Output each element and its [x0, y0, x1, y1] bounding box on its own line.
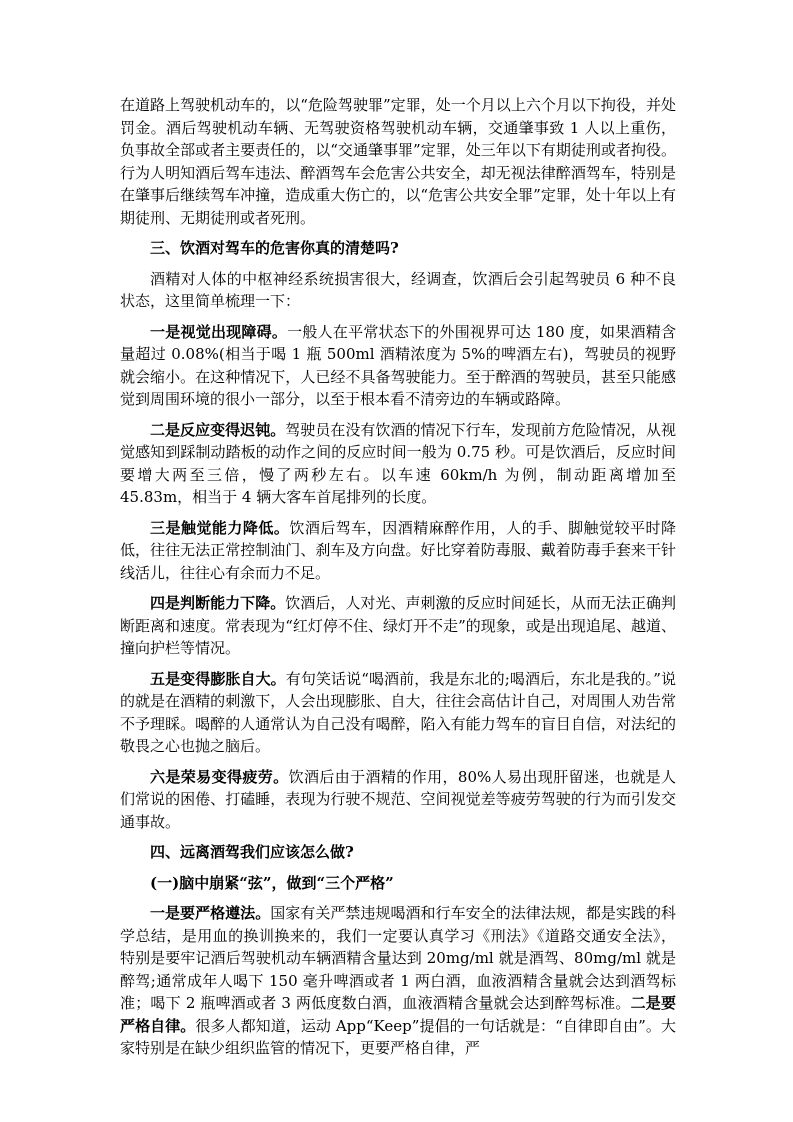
paragraph-lead: 六是荣易变得疲劳。: [150, 767, 289, 786]
paragraph-intro: [120, 268, 676, 313]
paragraph-lead: 二是反应变得迟钝。: [150, 420, 286, 439]
paragraph-vision: [120, 321, 676, 411]
paragraph-text: 饮酒后，人对光、声刺激的反应时间延长，从而无法正确判断距离和速度。常表现为“红灯停不住、绿灯开不走”的现象，或是出现追尾、越道、撞向护栏等情况。: [120, 594, 676, 657]
paragraph-text-2: 很多人都知道，运动 App“Keep”提倡的一句话就是：“自律即自由”。大家特别是在缺少组织监管的情况下，更要严格自律，严: [120, 1016, 676, 1057]
paragraph-lead: 四是判断能力下降。: [150, 594, 286, 612]
paragraph-lead: 一是视觉出现障碍。: [150, 322, 288, 341]
paragraph-text: 酒精对人体的中枢神经系统损害很大，经调查，饮酒后会引起驾驶员 6 种不良状态，这里简单梳理一下：: [120, 269, 676, 310]
paragraph-text: 一般人在平常状态下的外围视界可达 180 度，如果酒精含量超过 0.08%(相当于喝 1 瓶 500ml 酒精浓度为 5%的啤酒左右)，驾驶员的视野就会缩小。在这种情况下，人已经不具备驾驶能力。至于醉酒的驾驶员，甚至只能感觉到周围环境的很小一部分，以至于根本看不清旁边的车辆或路障。: [120, 322, 676, 408]
paragraph-lead: 五是变得膨胀自大。: [150, 669, 286, 688]
subsection-heading-1: (一)脑中崩紧“弦”，做到“三个严格”: [150, 873, 394, 892]
paragraph-judgment: [120, 592, 676, 660]
paragraph-fatigue: [120, 766, 676, 834]
section-heading-3: 三、饮酒对驾车的危害你真的清楚吗?: [150, 239, 399, 257]
paragraph-lead-2: 二是要严格自律。: [120, 994, 676, 1035]
paragraph-text: 在道路上驾驶机动车的，以“危险驾驶罪”定罪，处一个月以上六个月以下拘役，并处罚金。酒后驾驶机动车辆、无驾驶资格驾驶机动车辆，交通肇事致 1 人以上重伤，负事故全部或者主要责任的，以“交通肇事罪”定罪，处三年以下有期徒刑或者拘役。行为人明知酒后驾车违法、醉酒驾车会危害公共安全，却无视法律醉酒驾车，特别是在肇事后继续驾车冲撞，造成重大伤亡的，以“危害公共安全罪”定罪，处十年以上有期徒刑、无期徒刑或者死刑。: [120, 96, 676, 227]
paragraph-lead: 三是触觉能力降低。: [150, 518, 290, 537]
paragraph-penalties: [120, 94, 676, 229]
paragraph-lead: 一是要严格遵法。: [150, 904, 271, 922]
paragraph-reaction: [120, 419, 676, 509]
paragraph-obey-law: [120, 902, 676, 1060]
paragraph-touch: [120, 517, 676, 585]
paragraph-arrogance: [120, 668, 676, 758]
document-page: [120, 94, 676, 1068]
paragraph-text: 驾驶员在没有饮酒的情况下行车，发现前方危险情况，从视觉感知到踩制动踏板的动作之间的反应时间一般为 0.75 秒。可是饮酒后，反应时间要增大两至三倍，慢了两秒左右。以车速 60km/h 为例，制动距离增加至 45.83m，相当于 4 辆大客车首尾排列的长度。: [120, 420, 676, 506]
paragraph-text: 有句笑话说“喝酒前，我是东北的;喝酒后，东北是我的。”说的就是在酒精的刺激下，人会出现膨胀、自大，往往会高估计自己，对周围人劝告常不予理睬。喝醉的人通常认为自己没有喝醉，陷入有能力驾车的盲目自信，对法纪的敬畏之心也抛之脑后。: [120, 669, 676, 755]
paragraph-text: 国家有关严禁违规喝酒和行车安全的法律法规，都是实践的科学总结，是用血的换训换来的，我们一定要认真学习《刑法》《道路交通安全法》， 特别是要牢记酒后驾驶机动车辆酒精含量达到 20mg/ml 就是酒驾、80mg/ml 就是醉驾;通常成年人喝下 150 毫升啤酒或者 1 两白酒，血液酒精含量就会达到酒驾标准；喝下 2 瓶啤酒或者 3 两低度数白酒，血液酒精含量就会达到醉驾标准。: [120, 904, 676, 1012]
section-heading-4: 四、远离酒驾我们应该怎么做?: [150, 843, 354, 861]
paragraph-text: 饮酒后由于酒精的作用，80%人易出现肝留迷，也就是人们常说的困倦、打磕睡，表现为行驶不规范、空间视觉差等疲劳驾驶的行为而引发交通事故。: [120, 767, 676, 831]
paragraph-text: 饮酒后驾车，因酒精麻醉作用，人的手、脚触觉较平时降低，往往无法正常控制油门、刹车及方向盘。好比穿着防毒服、戴着防毒手套来干针线活儿，往往心有余而力不足。: [120, 518, 676, 582]
